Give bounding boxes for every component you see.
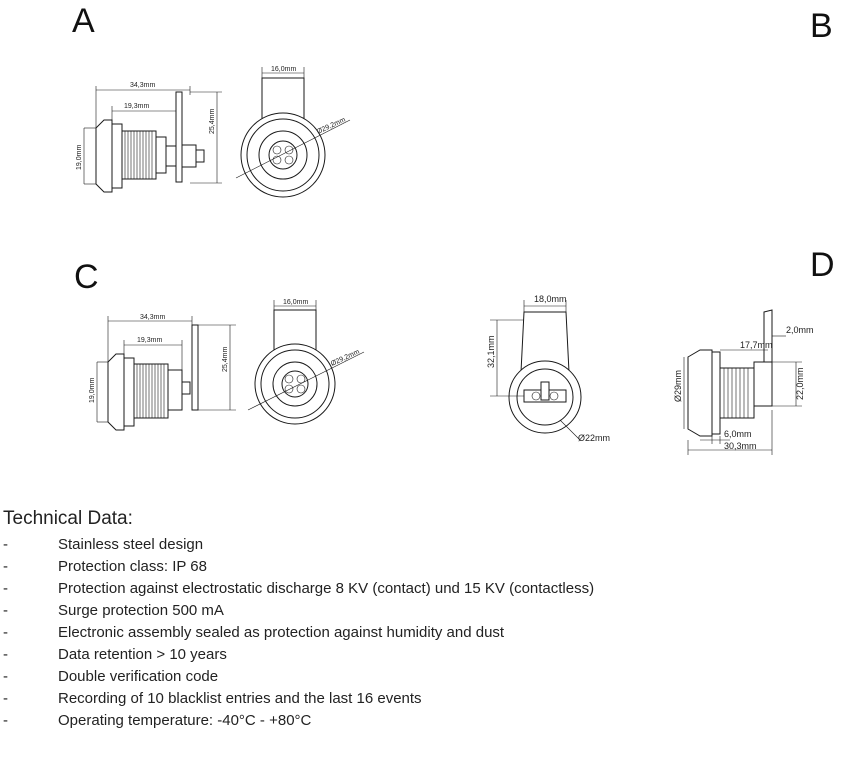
dim-d-flange: 6,0mm [724,429,752,439]
dim-d-width: 18,0mm [534,294,567,304]
dim-d-height: 32,1mm [486,335,496,368]
list-item-text: Stainless steel design [58,536,204,553]
dim-d-diameter: Ø29mm [673,369,683,402]
list-item [0,534,863,556]
drawing-c-side-view [97,316,236,430]
dim-d-thread: 17,7mm [740,340,773,350]
dim-c-height: 25,4mm [222,346,229,372]
bullet-dash: - [3,602,8,619]
list-item-text: Double verification code [58,668,219,685]
list-item [0,666,863,688]
list-item [0,644,863,666]
list-item [0,600,863,622]
dim-c-thread: 19,3mm [137,337,163,344]
panel-label-a: A [72,2,95,40]
dim-d-length: 30,3mm [724,441,757,451]
bullet-dash: - [3,690,8,707]
dim-a-thread: 19,3mm [124,103,150,110]
list-item-text: Electronic assembly sealed as protection against humidity and dust [58,624,505,641]
dim-a-diameter: 19,0mm [76,144,83,170]
dim-a-top-width: 16,0mm [271,66,297,73]
drawing-c-front-view [248,300,364,424]
bullet-dash: - [3,624,8,641]
panel-label-b: B [810,7,833,45]
bullet-dash: - [3,668,8,685]
dim-c-diameter: 19,0mm [89,377,96,403]
technical-data-section [0,508,863,732]
list-item [0,556,863,578]
bullet-dash: - [3,580,8,597]
bullet-dash: - [3,536,8,553]
bullet-dash: - [3,558,8,575]
list-item-text: Surge protection 500 mA [58,602,224,619]
dim-a-length: 34,3mm [130,82,156,89]
list-item [0,622,863,644]
bullet-dash: - [3,712,8,729]
dim-c-length: 34,3mm [140,314,166,321]
dim-a-face: Ø29,2mm [315,116,347,136]
technical-data-title: Technical Data: [3,508,133,529]
list-item-text: Recording of 10 blacklist entries and the last 16 events [58,690,422,707]
panel-label-c: C [74,258,99,296]
drawing-a-front-view [236,67,350,197]
bullet-dash: - [3,646,8,663]
list-item-text: Operating temperature: -40°C - +80°C [58,712,312,729]
list-item-text: Data retention > 10 years [58,646,227,663]
dim-d-cam: 2,0mm [786,325,814,335]
drawing-d-front-view [490,300,581,440]
list-item-text: Protection against electrostatic discharge 8 KV (contact) und 15 KV (contactless) [58,580,595,597]
list-item [0,710,863,732]
drawing-a-side-view [84,86,222,192]
list-item [0,578,863,600]
list-item-text: Protection class: IP 68 [58,558,207,575]
dim-d-body: 22,0mm [795,367,805,400]
technical-data-list [0,534,863,732]
panel-label-d: D [810,246,835,284]
list-item [0,688,863,710]
dim-c-face: Ø29,2mm [329,348,361,368]
dim-d-face: Ø22mm [578,433,611,443]
dim-a-height: 25,4mm [209,108,216,134]
dim-c-top-width: 16,0mm [283,299,309,306]
